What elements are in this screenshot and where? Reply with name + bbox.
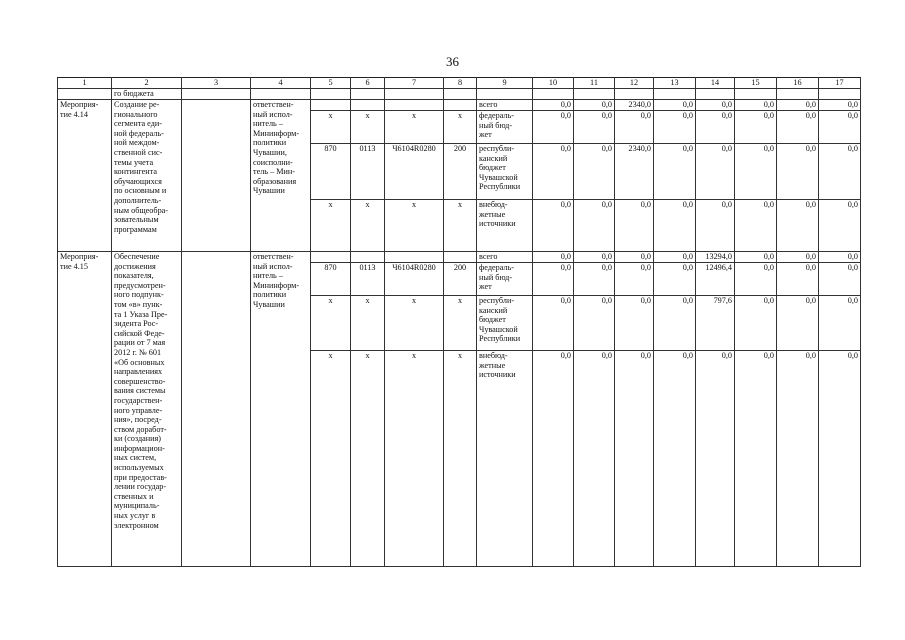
header-cell: 15 <box>735 78 777 89</box>
value-cell: 0,0 <box>819 263 861 296</box>
code-grbs: x <box>311 111 351 144</box>
header-row <box>58 78 861 89</box>
table-cell <box>385 89 444 100</box>
header-cell: 11 <box>574 78 615 89</box>
code-expense-type: x <box>444 296 477 351</box>
value-cell: 0,0 <box>735 200 777 252</box>
code-grbs <box>311 252 351 263</box>
value-cell: 0,0 <box>819 252 861 263</box>
header-cell: 17 <box>819 78 861 89</box>
code-target: Ч6104R0280 <box>385 144 444 200</box>
header-cell: 16 <box>777 78 819 89</box>
measure-description: Обеспечение достижения показателя, предусмотрен- ного подпунк- том «в» пунк- та 1 Указа Пре- зидента Рос- сийской Феде- рации от 7 мая 2012 г. № 601 «Об основных направлениях совершенство- вания системы государствен- ного управле- ния», посред- ством доработ- ки (создания) информацион- ных систем, используемых при предостав- лении государ- ственных и муниципаль- ных услуг в электронном <box>112 252 182 567</box>
value-cell: 0,0 <box>574 351 615 567</box>
header-cell: 14 <box>696 78 735 89</box>
value-cell: 0,0 <box>654 100 696 111</box>
value-cell: 0,0 <box>819 200 861 252</box>
code-grbs: x <box>311 351 351 567</box>
code-section: x <box>351 351 385 567</box>
value-cell: 0,0 <box>735 296 777 351</box>
header-cell: 12 <box>615 78 654 89</box>
value-cell: 0,0 <box>819 111 861 144</box>
code-target: Ч6104R0280 <box>385 263 444 296</box>
code-section: x <box>351 200 385 252</box>
header-cell: 13 <box>654 78 696 89</box>
value-cell: 0,0 <box>615 111 654 144</box>
measure-name: Мероприя- тие 4.14 <box>58 100 112 252</box>
value-cell: 0,0 <box>574 100 615 111</box>
header-cell: 2 <box>112 78 182 89</box>
funding-source: всего <box>477 100 533 111</box>
code-section <box>351 100 385 111</box>
code-section: x <box>351 296 385 351</box>
table-cell <box>477 89 533 100</box>
value-cell: 0,0 <box>777 296 819 351</box>
value-cell: 0,0 <box>533 263 574 296</box>
code-grbs: 870 <box>311 263 351 296</box>
value-cell: 0,0 <box>819 144 861 200</box>
value-cell: 0,0 <box>654 296 696 351</box>
code-target: x <box>385 296 444 351</box>
value-cell: 0,0 <box>615 296 654 351</box>
table-cell <box>251 89 311 100</box>
page-number: 36 <box>446 54 459 69</box>
value-cell: 0,0 <box>615 252 654 263</box>
code-expense-type: x <box>444 351 477 567</box>
table-cell <box>444 89 477 100</box>
value-cell: 0,0 <box>533 296 574 351</box>
continuation-text: го бюджета <box>112 89 182 100</box>
value-cell: 0,0 <box>615 351 654 567</box>
value-cell: 0,0 <box>654 252 696 263</box>
value-cell: 0,0 <box>533 111 574 144</box>
table-cell <box>311 89 351 100</box>
code-expense-type: x <box>444 111 477 144</box>
funding-source: внебюд- жетные источники <box>477 351 533 567</box>
value-cell: 12496,4 <box>696 263 735 296</box>
value-cell: 0,0 <box>654 111 696 144</box>
funding-source: республи- канский бюджет Чувашской Республики <box>477 144 533 200</box>
header-cell: 1 <box>58 78 112 89</box>
header-cell: 8 <box>444 78 477 89</box>
table-cell <box>182 252 251 567</box>
value-cell: 797,6 <box>696 296 735 351</box>
table-row <box>58 100 861 111</box>
value-cell: 0,0 <box>777 200 819 252</box>
value-cell: 0,0 <box>735 263 777 296</box>
measure-description: Создание ре- гионального сегмента еди- ной федераль- ной междом- ственной сис- темы учета контингента обучающихся по основным и дополнитель- ным общеобра- зовательным программам <box>112 100 182 252</box>
value-cell: 0,0 <box>615 263 654 296</box>
value-cell: 0,0 <box>574 263 615 296</box>
value-cell: 0,0 <box>819 351 861 567</box>
header-cell: 7 <box>385 78 444 89</box>
code-grbs: 870 <box>311 144 351 200</box>
funding-source: всего <box>477 252 533 263</box>
value-cell: 0,0 <box>777 111 819 144</box>
code-grbs <box>311 100 351 111</box>
table-cell <box>777 89 819 100</box>
code-expense-type: x <box>444 200 477 252</box>
header-cell: 4 <box>251 78 311 89</box>
value-cell: 0,0 <box>696 111 735 144</box>
table-cell <box>819 89 861 100</box>
value-cell: 0,0 <box>735 351 777 567</box>
value-cell: 0,0 <box>654 200 696 252</box>
table-cell <box>735 89 777 100</box>
value-cell: 0,0 <box>735 111 777 144</box>
code-target: x <box>385 111 444 144</box>
code-expense-type: 200 <box>444 144 477 200</box>
funding-source: федераль- ный бюд- жет <box>477 263 533 296</box>
value-cell: 0,0 <box>819 100 861 111</box>
value-cell: 0,0 <box>574 296 615 351</box>
value-cell: 0,0 <box>533 351 574 567</box>
value-cell: 0,0 <box>574 200 615 252</box>
table-cell <box>574 89 615 100</box>
table-cell <box>533 89 574 100</box>
value-cell: 0,0 <box>735 100 777 111</box>
value-cell: 2340,0 <box>615 100 654 111</box>
code-target: x <box>385 200 444 252</box>
table-cell <box>58 89 112 100</box>
table-cell <box>654 89 696 100</box>
table-cell <box>182 100 251 252</box>
table-cell <box>615 89 654 100</box>
header-cell: 6 <box>351 78 385 89</box>
code-grbs: x <box>311 296 351 351</box>
value-cell: 0,0 <box>533 144 574 200</box>
code-expense-type <box>444 100 477 111</box>
value-cell: 0,0 <box>696 100 735 111</box>
code-section <box>351 252 385 263</box>
code-expense-type: 200 <box>444 263 477 296</box>
value-cell: 0,0 <box>654 263 696 296</box>
value-cell: 0,0 <box>777 252 819 263</box>
responsible-executor: ответствен- ный испол- нитель – Мининформ- политики Чувашии, соисполни- тель – Мин- образования Чувашии <box>251 100 311 252</box>
value-cell: 13294,0 <box>696 252 735 263</box>
value-cell: 0,0 <box>654 351 696 567</box>
header-cell: 3 <box>182 78 251 89</box>
continuation-row <box>58 89 861 100</box>
responsible-executor: ответствен- ный испол- нитель – Мининформ- политики Чувашии <box>251 252 311 567</box>
value-cell: 0,0 <box>615 200 654 252</box>
table-cell <box>696 89 735 100</box>
value-cell: 0,0 <box>777 351 819 567</box>
value-cell: 0,0 <box>533 100 574 111</box>
header-cell: 5 <box>311 78 351 89</box>
budget-table <box>57 77 861 567</box>
header-cell: 9 <box>477 78 533 89</box>
value-cell: 0,0 <box>533 200 574 252</box>
value-cell: 0,0 <box>696 351 735 567</box>
table-cell <box>182 89 251 100</box>
value-cell: 0,0 <box>696 200 735 252</box>
funding-source: федераль- ный бюд- жет <box>477 111 533 144</box>
funding-source: республи- канский бюджет Чувашской Республики <box>477 296 533 351</box>
value-cell: 0,0 <box>735 252 777 263</box>
value-cell: 2340,0 <box>615 144 654 200</box>
table-row <box>58 252 861 263</box>
code-target <box>385 252 444 263</box>
value-cell: 0,0 <box>574 111 615 144</box>
value-cell: 0,0 <box>574 144 615 200</box>
code-target: x <box>385 351 444 567</box>
value-cell: 0,0 <box>533 252 574 263</box>
value-cell: 0,0 <box>777 144 819 200</box>
code-section: 0113 <box>351 144 385 200</box>
value-cell: 0,0 <box>654 144 696 200</box>
code-section: x <box>351 111 385 144</box>
value-cell: 0,0 <box>735 144 777 200</box>
code-grbs: x <box>311 200 351 252</box>
funding-source: внебюд- жетные источники <box>477 200 533 252</box>
value-cell: 0,0 <box>696 144 735 200</box>
value-cell: 0,0 <box>819 296 861 351</box>
measure-name: Мероприя- тие 4.15 <box>58 252 112 567</box>
value-cell: 0,0 <box>777 263 819 296</box>
code-target <box>385 100 444 111</box>
table-cell <box>351 89 385 100</box>
header-cell: 10 <box>533 78 574 89</box>
value-cell: 0,0 <box>777 100 819 111</box>
code-expense-type <box>444 252 477 263</box>
value-cell: 0,0 <box>574 252 615 263</box>
code-section: 0113 <box>351 263 385 296</box>
